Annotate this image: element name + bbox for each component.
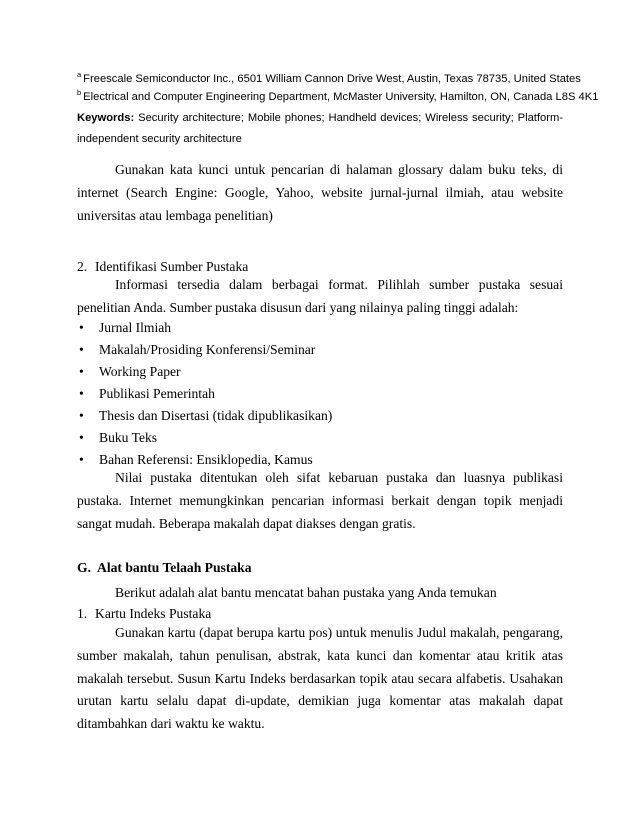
list-item xyxy=(77,362,563,382)
list-item-text: Working Paper xyxy=(99,364,181,379)
bullet-icon: • xyxy=(79,364,84,379)
section-g-paragraph xyxy=(77,622,563,736)
intro-paragraph-text: Gunakan kata kunci untuk pencarian di halaman glossary dalam buku teks, di internet (Search Engine: Google, Yahoo, website jurnal-jurnal ilmiah, atau website universitas atau lembaga penelitian) xyxy=(77,162,563,223)
keywords-label: Keywords: xyxy=(77,112,135,124)
bullet-icon: • xyxy=(79,320,84,335)
keywords-line xyxy=(77,108,563,150)
list-item-text: Thesis dan Disertasi (tidak dipublikasikan) xyxy=(99,408,333,423)
section-2-paragraph xyxy=(77,274,563,320)
list-item xyxy=(77,428,563,448)
section-g-heading-text: G. Alat bantu Telaah Pustaka xyxy=(77,560,252,575)
bullet-icon: • xyxy=(79,408,84,423)
list-item-text: Publikasi Pemerintah xyxy=(99,386,215,401)
affiliation-a xyxy=(77,70,581,87)
section-2-title: Identifikasi Sumber Pustaka xyxy=(95,259,249,274)
section-2-closing-text: Nilai pustaka ditentukan oleh sifat kebaruan pustaka dan luasnya publikasi pustaka. Internet memungkinkan pencarian informasi berkait dengan topik menjadi sangat mudah. Beberapa makalah dapat diakses dengan gratis. xyxy=(77,470,563,531)
affiliation-text: Electrical and Computer Engineering Department, McMaster University, Hamilton, ON, Canada L8S 4K1 xyxy=(83,91,599,103)
list-item-text: Bahan Referensi: Ensiklopedia, Kamus xyxy=(99,452,313,467)
section-2-closing-paragraph xyxy=(77,467,563,535)
affiliation-mark: a xyxy=(77,70,82,79)
section-g-heading xyxy=(77,558,563,578)
bullet-icon: • xyxy=(79,386,84,401)
list-item xyxy=(77,384,563,404)
affiliation-text: Freescale Semiconductor Inc., 6501 William Cannon Drive West, Austin, Texas 78735, United States xyxy=(83,73,581,85)
list-item-text: Makalah/Prosiding Konferensi/Seminar xyxy=(99,342,316,357)
section-2-number: 2. xyxy=(77,259,88,274)
section-g-paragraph-text: Gunakan kartu (dapat berupa kartu pos) untuk menulis Judul makalah, pengarang, sumber makalah, tahun penulisan, abstrak, kata kunci dan komentar atau kritik atas makalah tersebut. Susun Kartu Indeks berdasarkan topik atau secara alfabetis. Usahakan urutan kartu selalu dapat di-update, demikian juga komentar atas makalah dapat ditambahkan dari waktu ke waktu. xyxy=(77,625,563,732)
intro-paragraph xyxy=(77,159,563,227)
bullet-icon: • xyxy=(79,342,84,357)
section-g-sub-title: Kartu Indeks Pustaka xyxy=(95,606,212,621)
section-g-intro-text: Berikut adalah alat bantu mencatat bahan pustaka yang Anda temukan xyxy=(115,585,497,600)
section-g-intro xyxy=(77,583,563,603)
list-item xyxy=(77,318,563,338)
section-g-sub-number: 1. xyxy=(77,606,88,621)
affiliation-b xyxy=(77,88,599,105)
list-item xyxy=(77,340,563,360)
affiliation-mark: b xyxy=(77,88,82,97)
list-item-text: Buku Teks xyxy=(99,430,158,445)
bullet-icon: • xyxy=(79,430,84,445)
bullet-icon: • xyxy=(79,452,84,467)
list-item xyxy=(77,406,563,426)
list-item-text: Jurnal Ilmiah xyxy=(99,320,172,335)
keywords-text: Security architecture; Mobile phones; Handheld devices; Wireless security; Platform-independent security architecture xyxy=(77,112,564,145)
section-2-paragraph-text: Informasi tersedia dalam berbagai format. Pilihlah sumber pustaka sesuai penelitian Anda. Sumber pustaka disusun dari yang nilainya paling tinggi adalah: xyxy=(77,277,563,315)
section-g-subheading xyxy=(77,604,563,624)
